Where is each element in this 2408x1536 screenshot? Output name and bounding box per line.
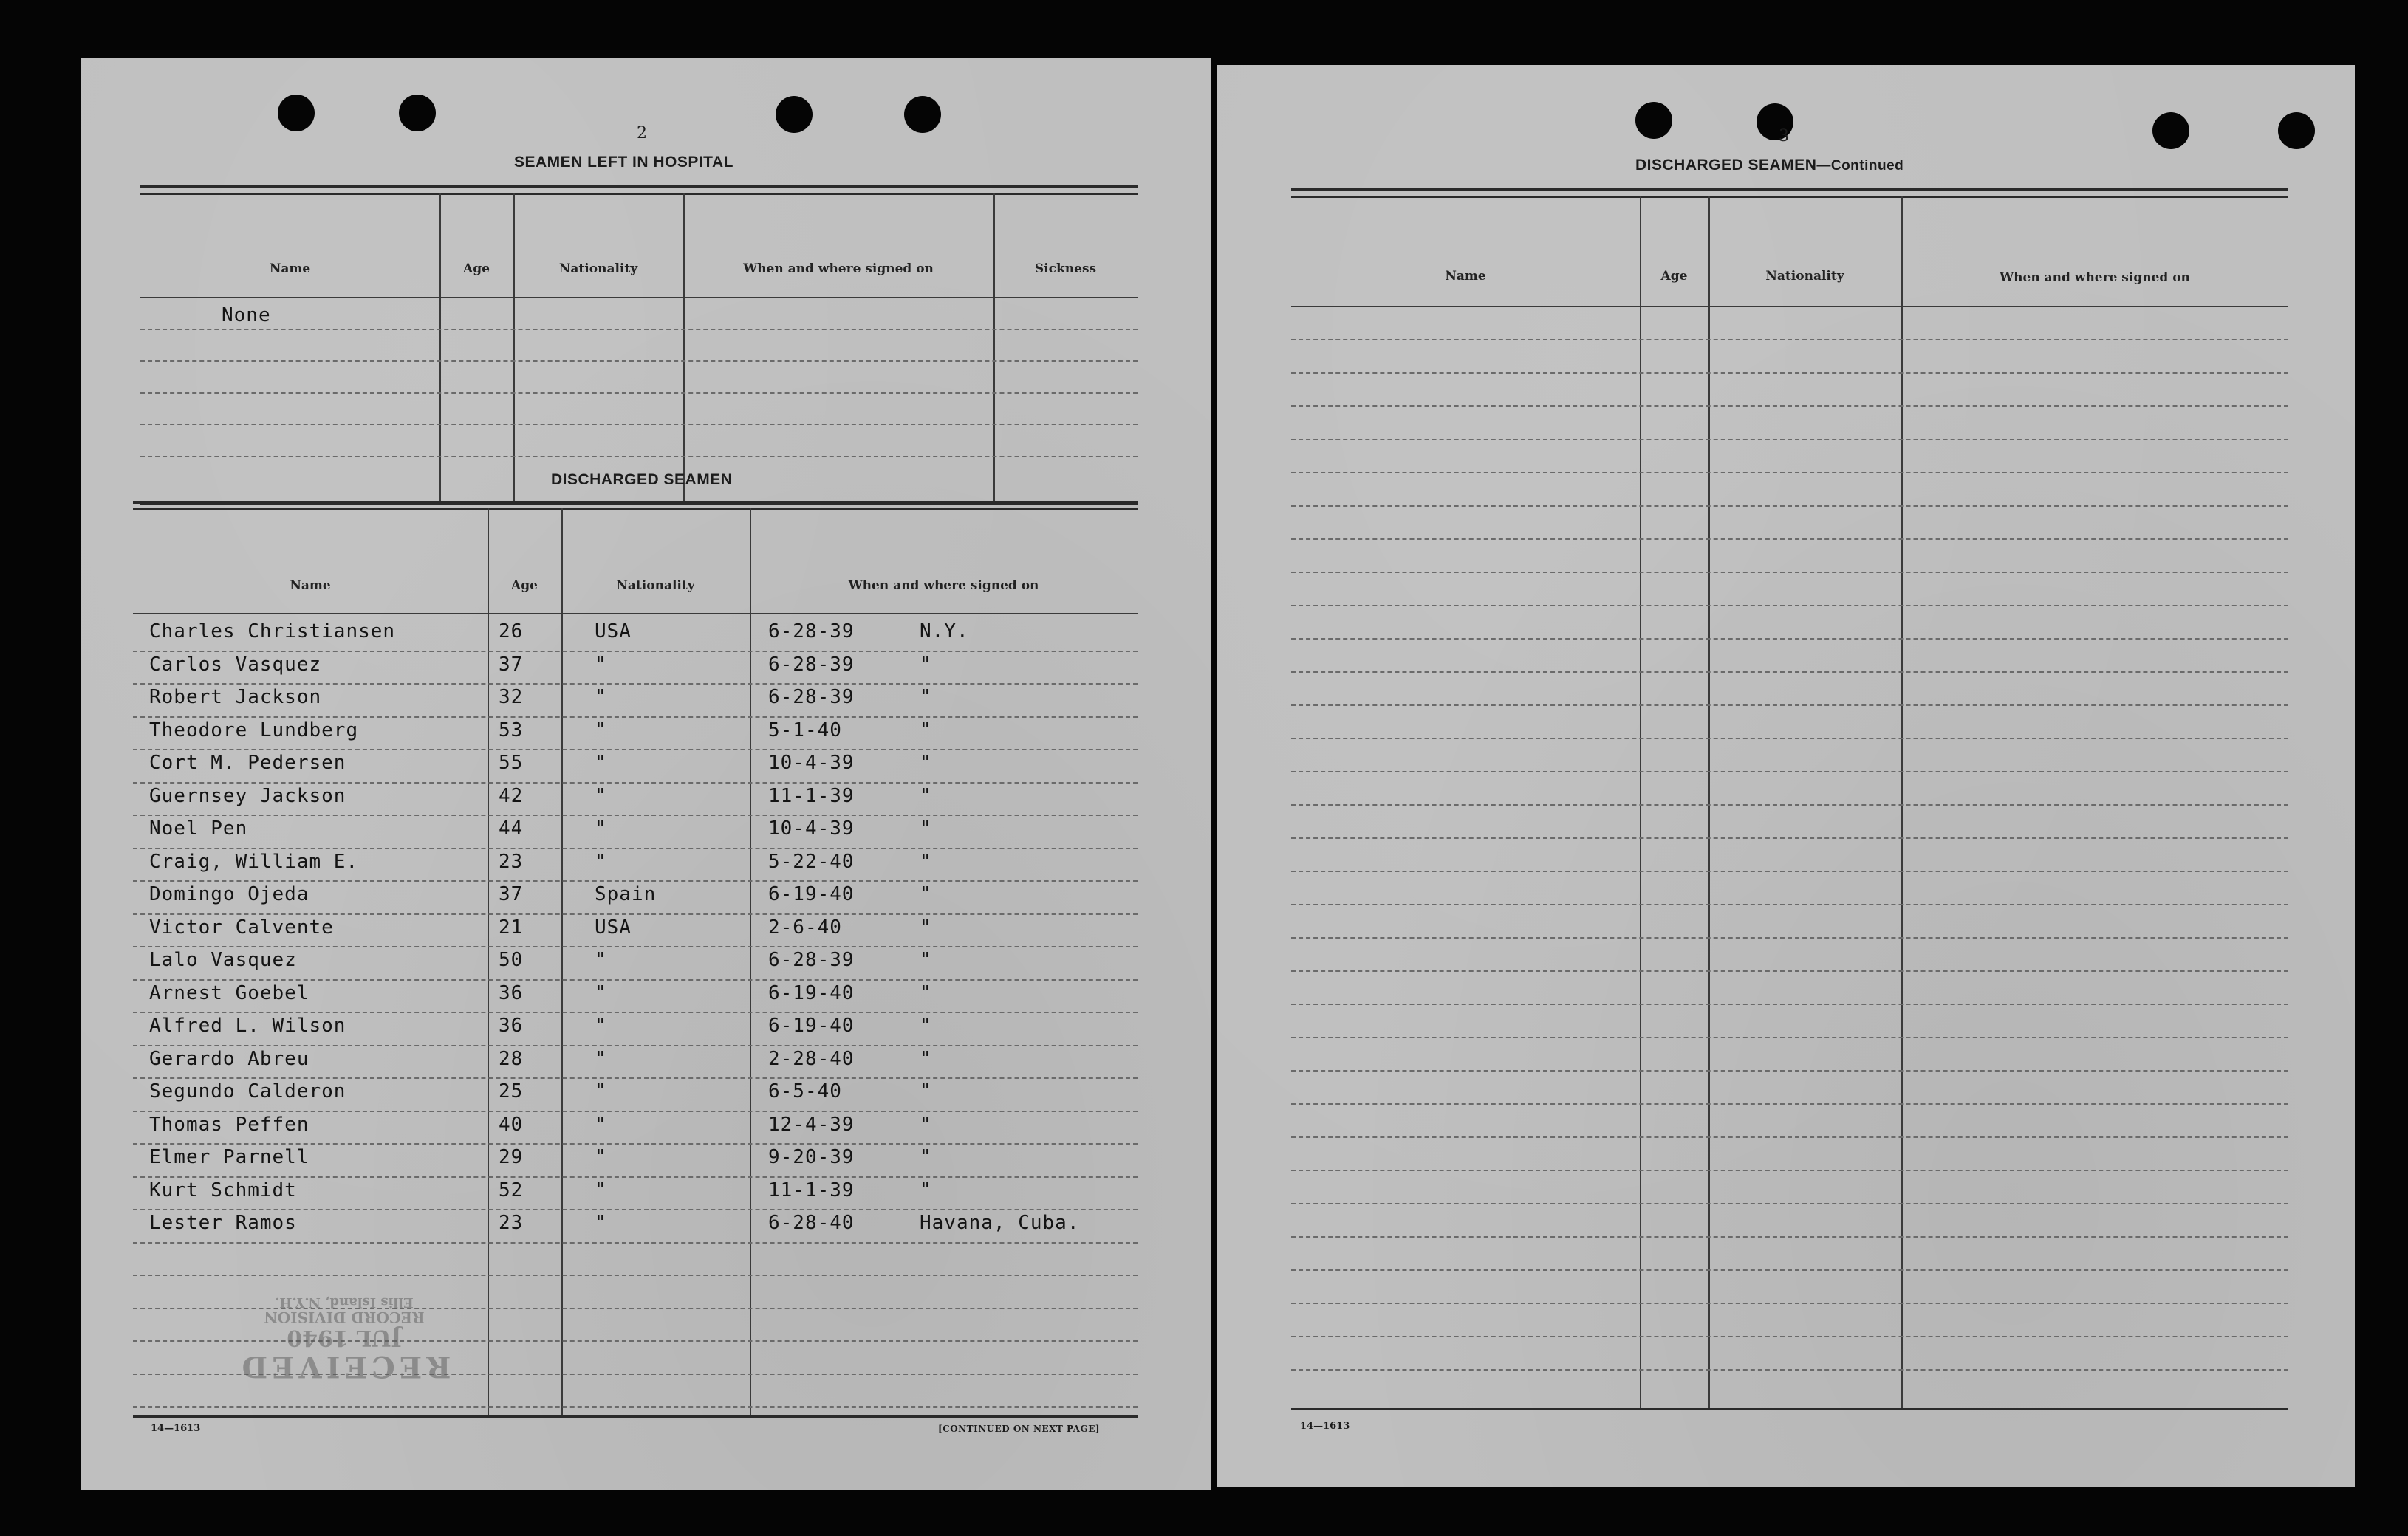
col-header-signed-on: When and where signed on <box>848 578 1039 593</box>
cell-place: " <box>920 653 932 676</box>
cell-age: 40 <box>499 1113 524 1136</box>
col-header-age: Age <box>1660 269 1688 284</box>
cell-name: Noel Pen <box>149 817 248 840</box>
form-code: 14—1613 <box>151 1423 201 1434</box>
left-page <box>81 58 1211 1490</box>
cell-age: 29 <box>499 1146 524 1168</box>
table-row <box>133 785 1138 818</box>
cell-nationality: " <box>595 784 607 807</box>
cell-place: " <box>920 817 932 840</box>
cell-nationality: USA <box>595 916 632 939</box>
cell-name: Robert Jackson <box>149 686 322 708</box>
table-row <box>133 982 1138 1015</box>
hospital-section-title: SEAMEN LEFT IN HOSPITAL <box>514 154 733 171</box>
col-header-nationality: Nationality <box>558 261 638 276</box>
cell-age: 28 <box>499 1047 524 1070</box>
cell-place: " <box>920 752 932 774</box>
cell-name: Arnest Goebel <box>149 981 309 1004</box>
table-row <box>133 752 1138 785</box>
cell-date: 6-5-40 <box>768 1080 842 1103</box>
cell-date: 2-28-40 <box>768 1047 855 1070</box>
cell-name: Carlos Vasquez <box>149 653 322 676</box>
table-row <box>133 719 1138 752</box>
cell-name: Domingo Ojeda <box>149 883 309 905</box>
discharged-continued-table <box>1291 188 2288 1413</box>
cell-date: 6-28-39 <box>768 949 855 971</box>
cell-date: 9-20-39 <box>768 1146 855 1168</box>
table-row <box>133 1179 1138 1213</box>
cell-age: 52 <box>499 1179 524 1201</box>
cell-nationality: " <box>595 1212 607 1234</box>
punch-hole <box>2278 112 2315 149</box>
cell-nationality: " <box>595 949 607 971</box>
cell-date: 10-4-39 <box>768 752 855 774</box>
table-row <box>133 916 1138 950</box>
cell-name: Theodore Lundberg <box>149 719 359 741</box>
cell-age: 37 <box>499 653 524 676</box>
cell-place: " <box>920 1015 932 1037</box>
cell-name: Guernsey Jackson <box>149 784 346 807</box>
cell-place: " <box>920 883 932 905</box>
cell-nationality: " <box>595 817 607 840</box>
punch-hole <box>776 96 813 133</box>
cell-nationality: " <box>595 1047 607 1070</box>
col-header-name: Name <box>290 578 331 593</box>
cell-age: 53 <box>499 719 524 741</box>
continued-note: [CONTINUED ON NEXT PAGE] <box>938 1424 1101 1434</box>
page-number: 2 <box>637 124 647 143</box>
right-page <box>1217 65 2355 1487</box>
table-row <box>133 851 1138 884</box>
cell-date: 6-19-40 <box>768 883 855 905</box>
discharged-section-title: DISCHARGED SEAMEN <box>551 471 733 488</box>
cell-nationality: " <box>595 752 607 774</box>
discharged-continued-title: DISCHARGED SEAMEN—Continued <box>1635 157 1904 174</box>
table-row <box>133 1114 1138 1147</box>
col-header-name: Name <box>1445 269 1486 284</box>
cell-age: 36 <box>499 981 524 1004</box>
cell-place: " <box>920 949 932 971</box>
cell-place: N.Y. <box>920 620 969 642</box>
cell-date: 12-4-39 <box>768 1113 855 1136</box>
col-header-signed-on: When and where signed on <box>2000 270 2190 285</box>
cell-name: Lalo Vasquez <box>149 949 297 971</box>
table-row <box>133 1080 1138 1114</box>
received-stamp: RECEIVED JUL 1940 RECORD DIVISION Ellis Island, N.Y.H. <box>237 1294 451 1384</box>
cell-age: 44 <box>499 817 524 840</box>
cell-nationality: " <box>595 686 607 708</box>
cell-nationality: " <box>595 719 607 741</box>
cell-age: 23 <box>499 850 524 873</box>
cell-date: 10-4-39 <box>768 817 855 840</box>
punch-hole <box>1635 102 1672 139</box>
cell-place: " <box>920 1113 932 1136</box>
cell-nationality: " <box>595 1179 607 1201</box>
cell-place: " <box>920 1080 932 1103</box>
cell-nationality: " <box>595 1080 607 1103</box>
cell-age: 42 <box>499 784 524 807</box>
cell-place: " <box>920 1179 932 1201</box>
cell-age: 25 <box>499 1080 524 1103</box>
table-row <box>133 1015 1138 1048</box>
cell-nationality: USA <box>595 620 632 642</box>
cell-place: " <box>920 784 932 807</box>
cell-nationality: " <box>595 981 607 1004</box>
cell-name: Craig, William E. <box>149 850 359 873</box>
cell-date: 6-28-39 <box>768 620 855 642</box>
cell-place: " <box>920 686 932 708</box>
cell-place: " <box>920 916 932 939</box>
discharged-seamen-table <box>133 501 1138 1431</box>
col-header-sickness: Sickness <box>1034 261 1097 276</box>
cell-age: 36 <box>499 1015 524 1037</box>
cell-name: Victor Calvente <box>149 916 334 939</box>
cell-nationality: Spain <box>595 883 657 905</box>
cell-place: " <box>920 981 932 1004</box>
cell-age: 23 <box>499 1212 524 1234</box>
table-row <box>133 654 1138 687</box>
punch-hole <box>2152 112 2189 149</box>
page-number: 3 <box>1779 127 1789 145</box>
table-row <box>133 817 1138 851</box>
table-row <box>133 1212 1138 1245</box>
cell-name: Gerardo Abreu <box>149 1047 309 1070</box>
cell-place: " <box>920 850 932 873</box>
cell-age: 21 <box>499 916 524 939</box>
cell-name: Cort M. Pedersen <box>149 752 346 774</box>
cell-place: Havana, Cuba. <box>920 1212 1080 1234</box>
cell-date: 6-19-40 <box>768 981 855 1004</box>
cell-date: 5-22-40 <box>768 850 855 873</box>
cell-name: Charles Christiansen <box>149 620 396 642</box>
cell-place: " <box>920 1146 932 1168</box>
cell-name: Kurt Schmidt <box>149 1179 297 1201</box>
cell-date: 6-28-39 <box>768 653 855 676</box>
table-row <box>133 1146 1138 1179</box>
cell-nationality: " <box>595 653 607 676</box>
cell-date: 11-1-39 <box>768 784 855 807</box>
cell-date: 11-1-39 <box>768 1179 855 1201</box>
table-row <box>133 1048 1138 1081</box>
cell-place: " <box>920 719 932 741</box>
cell-date: 6-28-40 <box>768 1212 855 1234</box>
cell-nationality: " <box>595 1146 607 1168</box>
table-row <box>133 949 1138 982</box>
col-header-nationality: Nationality <box>616 578 695 593</box>
table-row <box>133 620 1138 654</box>
cell-name: Elmer Parnell <box>149 1146 309 1168</box>
cell-date: 6-19-40 <box>768 1015 855 1037</box>
cell-age: 37 <box>499 883 524 905</box>
cell-nationality: " <box>595 1015 607 1037</box>
hospital-table <box>140 185 1138 510</box>
col-header-age: Age <box>463 261 490 276</box>
cell-age: 55 <box>499 752 524 774</box>
cell-place: " <box>920 1047 932 1070</box>
cell-age: 32 <box>499 686 524 708</box>
table-row <box>133 686 1138 719</box>
punch-hole <box>278 95 315 131</box>
cell-name: Lester Ramos <box>149 1212 297 1234</box>
punch-hole <box>904 96 941 133</box>
cell-date: 5-1-40 <box>768 719 842 741</box>
cell-age: 50 <box>499 949 524 971</box>
col-header-age: Age <box>511 578 538 593</box>
hospital-none-entry: None <box>222 304 271 326</box>
cell-nationality: " <box>595 850 607 873</box>
punch-hole <box>399 95 436 131</box>
col-header-nationality: Nationality <box>1765 269 1844 284</box>
cell-age: 26 <box>499 620 524 642</box>
table-row <box>133 883 1138 916</box>
cell-nationality: " <box>595 1113 607 1136</box>
col-header-name: Name <box>269 261 311 276</box>
col-header-signed-on: When and where signed on <box>743 261 934 276</box>
cell-name: Thomas Peffen <box>149 1113 309 1136</box>
cell-date: 2-6-40 <box>768 916 842 939</box>
cell-name: Segundo Calderon <box>149 1080 346 1103</box>
cell-date: 6-28-39 <box>768 686 855 708</box>
form-code: 14—1613 <box>1300 1421 1350 1432</box>
cell-name: Alfred L. Wilson <box>149 1015 346 1037</box>
